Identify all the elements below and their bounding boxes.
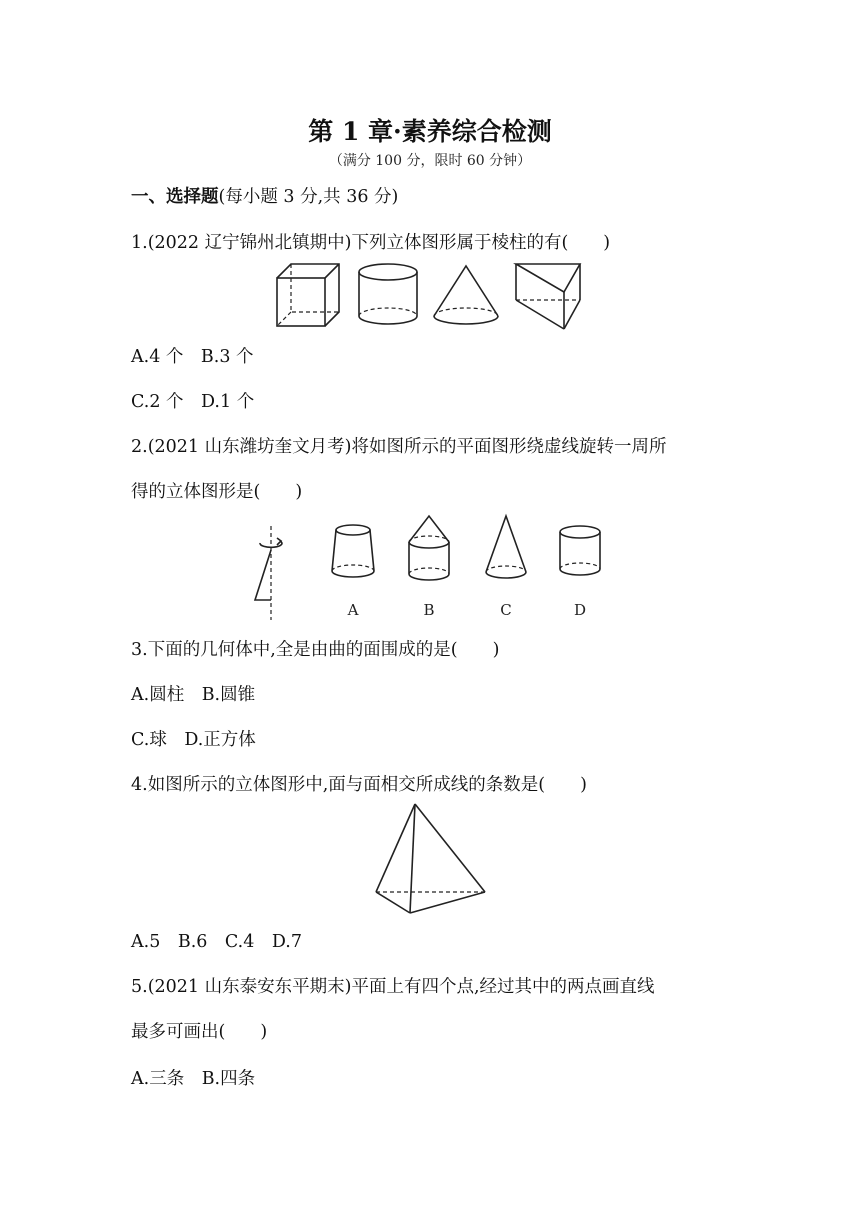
q1-options-row2: C.2 个 D.1 个 <box>131 392 255 412</box>
option-c-cone-icon <box>486 516 526 578</box>
q1-figure <box>270 258 590 333</box>
page-title: 第 1 章·素养综合检测 <box>308 117 552 146</box>
q4-pyramid-figure <box>370 800 490 918</box>
cube-icon <box>277 264 339 326</box>
q1-options-row1: A.4 个 B.3 个 <box>131 347 254 367</box>
q2-figure <box>250 512 610 624</box>
q5-stem-line1: 5.(2021 山东泰安东平期末)平面上有四个点,经过其中的两点画直线 <box>131 977 655 997</box>
option-a-frustum-icon <box>332 525 374 577</box>
section-note: (每小题 3 分,共 36 分) <box>218 187 399 207</box>
section-heading <box>131 183 398 208</box>
cone-icon <box>434 266 498 324</box>
label-a: A <box>347 601 359 619</box>
q2-stem-line2: 得的立体图形是( ) <box>131 482 303 502</box>
triangular-prism-icon <box>516 264 580 329</box>
q1-stem: 1.(2022 辽宁锦州北镇期中)下列立体图形属于棱柱的有( ) <box>131 233 611 253</box>
q4-options: A.5 B.6 C.4 D.7 <box>131 932 302 952</box>
option-b-cone-cylinder-icon <box>409 516 449 580</box>
label-d: D <box>573 601 587 619</box>
q3-options-row1: A.圆柱 B.圆锥 <box>131 685 256 705</box>
option-d-cylinder-icon <box>560 526 600 575</box>
label-b: B <box>423 601 435 619</box>
q4-stem: 4.如图所示的立体图形中,面与面相交所成线的条数是( ) <box>131 775 587 795</box>
label-c: C <box>500 601 512 619</box>
cylinder-icon <box>359 264 417 324</box>
q3-stem: 3.下面的几何体中,全是由曲的面围成的是( ) <box>131 640 500 660</box>
page-subtitle: （满分 100 分，限时 60 分钟） <box>328 153 532 169</box>
q2-stem-line1: 2.(2021 山东潍坊奎文月考)将如图所示的平面图形绕虚线旋转一周所 <box>131 437 667 457</box>
rotation-shape-icon <box>255 526 282 620</box>
q5-options-row1: A.三条 B.四条 <box>131 1069 256 1089</box>
section-title: 一、选择题 <box>131 187 219 207</box>
q5-stem-line2: 最多可画出( ) <box>131 1022 268 1042</box>
triangular-pyramid-icon <box>376 804 485 913</box>
q3-options-row2: C.球 D.正方体 <box>131 730 256 750</box>
